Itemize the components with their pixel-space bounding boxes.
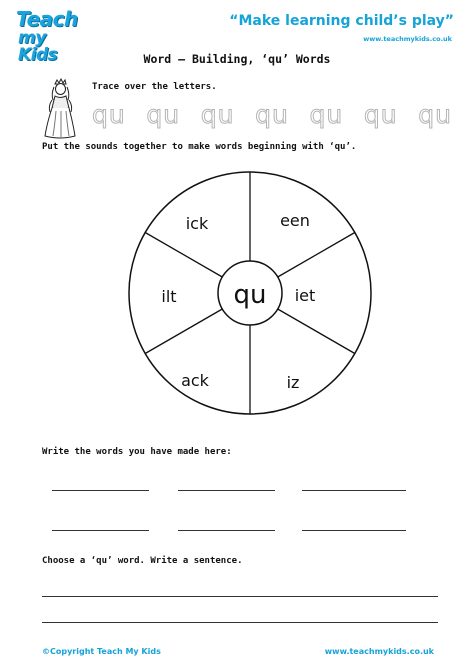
trace-letters-row: [92, 96, 452, 132]
answer-line[interactable]: [52, 490, 149, 491]
header-url: www.teachmykids.co.uk: [363, 35, 452, 43]
trace-letters: qu: [146, 99, 181, 129]
trace-letters: qu: [200, 99, 235, 129]
wheel-center-label: qu: [233, 280, 267, 310]
wheel-segment-label: een: [280, 211, 310, 230]
answer-line[interactable]: [178, 490, 275, 491]
slogan: “Make learning child’s play”: [229, 13, 454, 29]
trace-letters: qu: [255, 99, 289, 129]
logo-line-2: my Kids: [18, 28, 58, 65]
trace-letters: qu: [363, 99, 398, 129]
wheel-instruction: Put the sounds together to make words beginning with ‘qu’.: [42, 142, 357, 152]
answer-line[interactable]: [302, 490, 406, 491]
answer-line[interactable]: [178, 530, 275, 531]
word-wheel: [125, 168, 375, 418]
sentence-line[interactable]: [42, 596, 438, 597]
queen-illustration: [42, 78, 78, 140]
write-instruction: Write the words you have made here:: [42, 447, 232, 457]
wheel-segment-label: ack: [181, 371, 209, 390]
logo-line-1: Teach: [16, 7, 78, 31]
wheel-segment-label: ick: [185, 214, 209, 233]
answer-line[interactable]: [302, 530, 406, 531]
trace-letters: qu: [92, 99, 126, 129]
page-title: Word – Building, ‘qu’ Words: [143, 52, 331, 66]
sentence-instruction: Choose a ‘qu’ word. Write a sentence.: [42, 556, 243, 566]
footer-url[interactable]: www.teachmykids.co.uk: [324, 647, 434, 656]
wheel-segment-label: iz: [286, 373, 300, 392]
sentence-line[interactable]: [42, 622, 438, 623]
trace-letters: qu: [309, 99, 344, 129]
trace-letters: qu: [418, 99, 452, 129]
wheel-segment-label: iet: [294, 286, 316, 305]
trace-instruction: Trace over the letters.: [92, 82, 217, 92]
wheel-segment-label: ilt: [161, 287, 177, 306]
answer-line[interactable]: [52, 530, 149, 531]
footer-copyright: ©Copyright Teach My Kids: [42, 647, 161, 656]
teach-my-kids-logo: [14, 6, 80, 65]
